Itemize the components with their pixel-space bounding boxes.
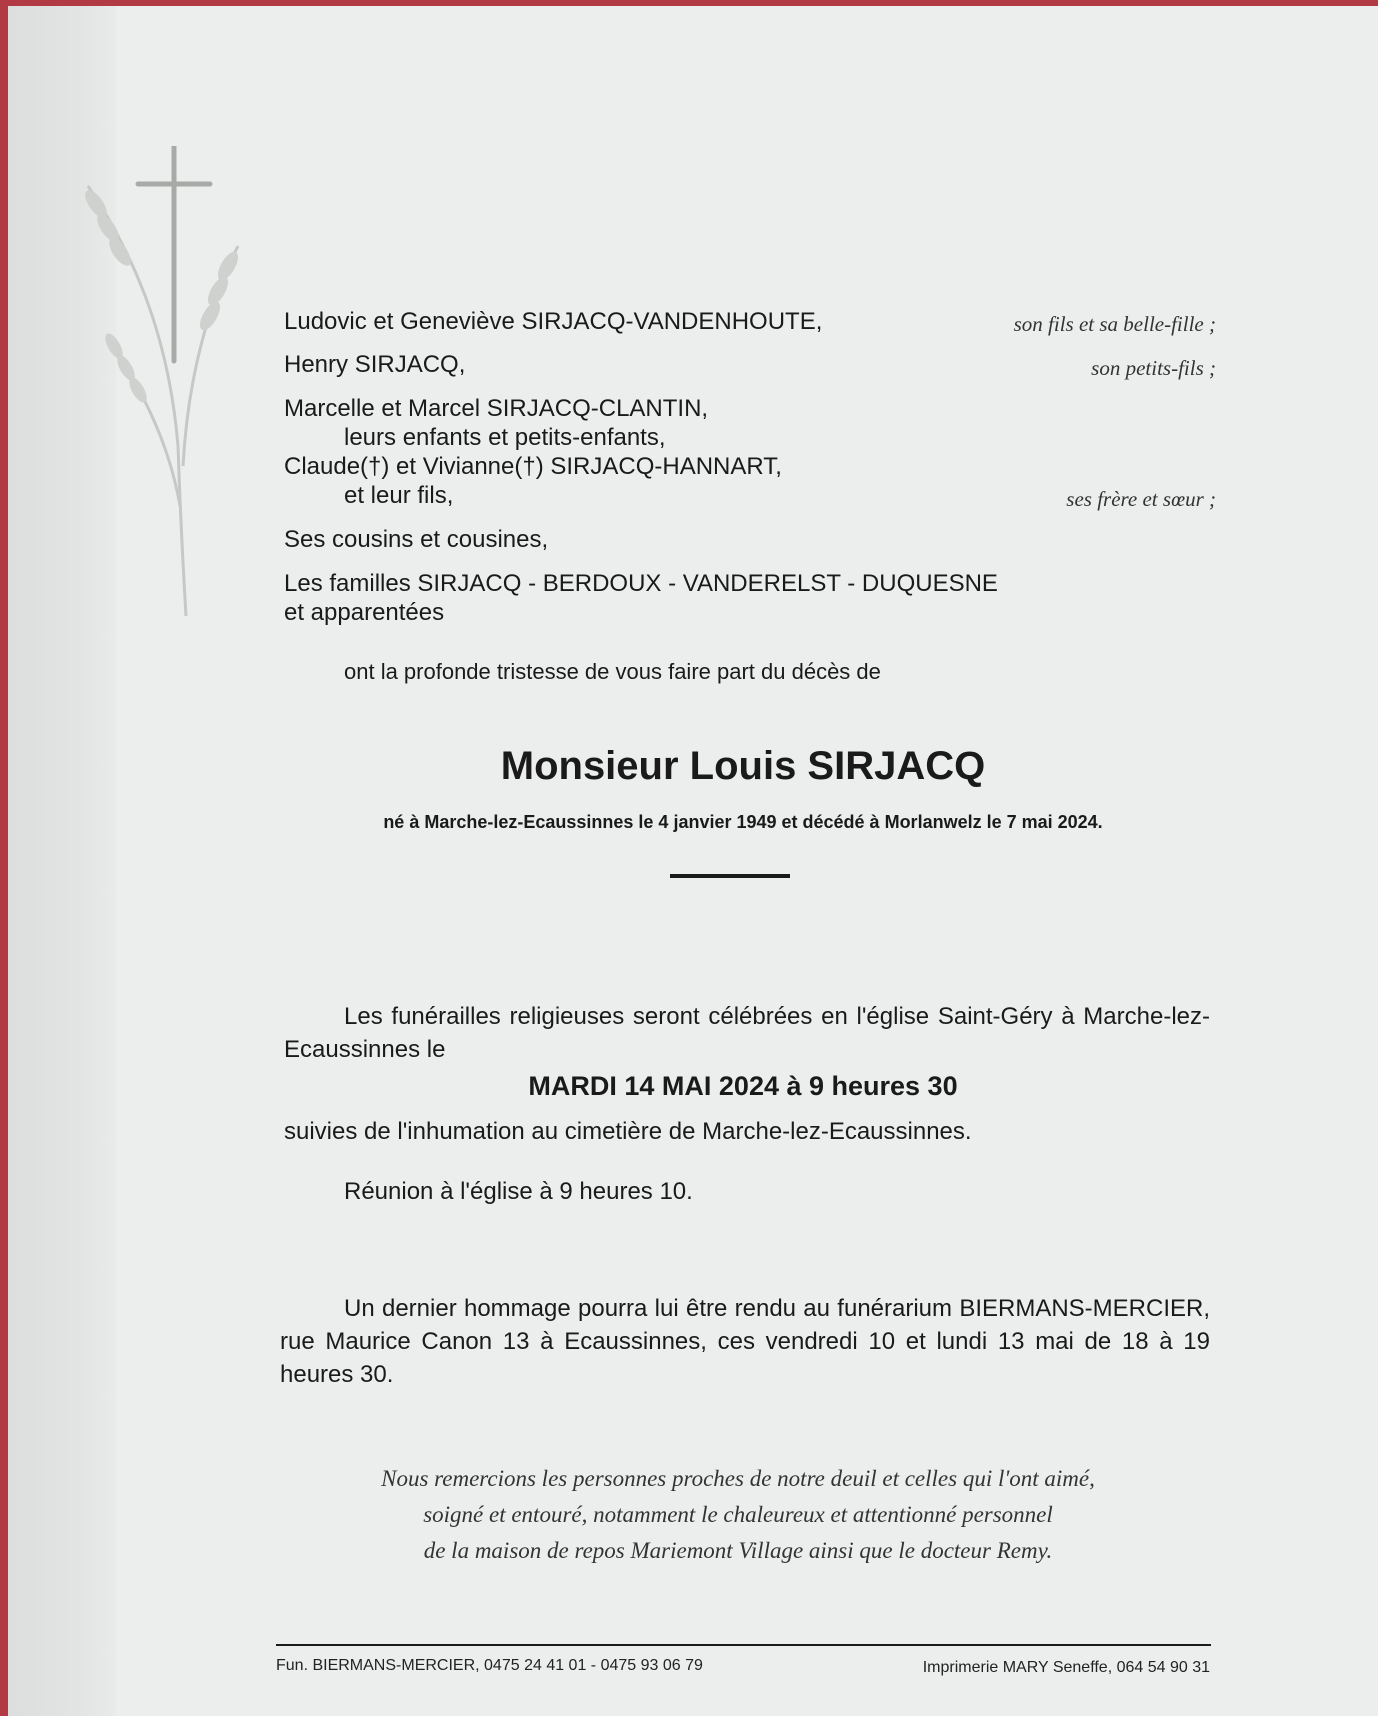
funeral-intro: Les funérailles religieuses seront célébrées en l'église Saint-Géry à Marche-lez-Ecaussinnes le [284, 1003, 1210, 1063]
family-line-families: Les familles SIRJACQ - BERDOUX - VANDERELST - DUQUESNE [284, 570, 998, 597]
homage-paragraph: Un dernier hommage pourra lui être rendu au funérarium BIERMANS-MERCIER, rue Maurice Canon 13 à Ecaussinnes, ces vendredi 10 et lundi 13 mai de 18 à 19 heures 30. [280, 1295, 1210, 1388]
family-line-sister: Marcelle et Marcel SIRJACQ-CLANTIN, [284, 395, 709, 422]
family-line-cousins: Ses cousins et cousines, [284, 526, 549, 553]
family-line-grandson: Henry SIRJACQ, [284, 351, 466, 378]
thanks-line-2: soigné et entouré, notamment le chaleureux et attentionné personnel [423, 1502, 1053, 1527]
wheat-icon [88, 186, 238, 616]
footer-funeral-home: Fun. BIERMANS-MERCIER, 0475 24 41 01 - 0475 93 06 79 [276, 1657, 703, 1674]
family-line-son: Ludovic et Geneviève SIRJACQ-VANDENHOUTE, [284, 308, 823, 335]
deceased-dates: né à Marche-lez-Ecaussinnes le 4 janvier 1949 et décédé à Morlanwelz le 7 mai 2024. [383, 812, 1103, 832]
footer-printer: Imprimerie MARY Seneffe, 064 54 90 31 [922, 1659, 1210, 1676]
thanks-line-1: Nous remercions les personnes proches de notre deuil et celles qui l'ont aimé, [381, 1466, 1095, 1491]
funeral-date: MARDI 14 MAI 2024 à 9 heures 30 [528, 1071, 958, 1101]
cross-icon [138, 146, 210, 361]
funeral-burial: suivies de l'inhumation au cimetière de Marche-lez-Ecaussinnes. [284, 1118, 972, 1145]
family-line-sister-children: leurs enfants et petits-enfants, [344, 424, 666, 451]
cross-wheat-emblem [68, 146, 268, 616]
footer-rule [276, 1644, 1211, 1646]
relation-grandson: son petits-fils ; [1091, 356, 1216, 380]
church-meeting: Réunion à l'église à 9 heures 10. [344, 1178, 693, 1205]
family-line-brother: Claude(†) et Vivianne(†) SIRJACQ-HANNART, [284, 453, 782, 480]
deceased-name: Monsieur Louis SIRJACQ [500, 744, 986, 788]
relation-son: son fils et sa belle-fille ; [1013, 312, 1216, 336]
family-line-brother-son: et leur fils, [344, 482, 454, 509]
thanks-line-3: de la maison de repos Mariemont Village ainsi que le docteur Remy. [423, 1538, 1053, 1563]
family-line-related: et apparentées [284, 599, 445, 626]
divider-line [670, 874, 790, 878]
relation-siblings: ses frère et sœur ; [1066, 487, 1216, 511]
obituary-card [8, 6, 1378, 1716]
announcement: ont la profonde tristesse de vous faire part du décès de [344, 659, 881, 684]
